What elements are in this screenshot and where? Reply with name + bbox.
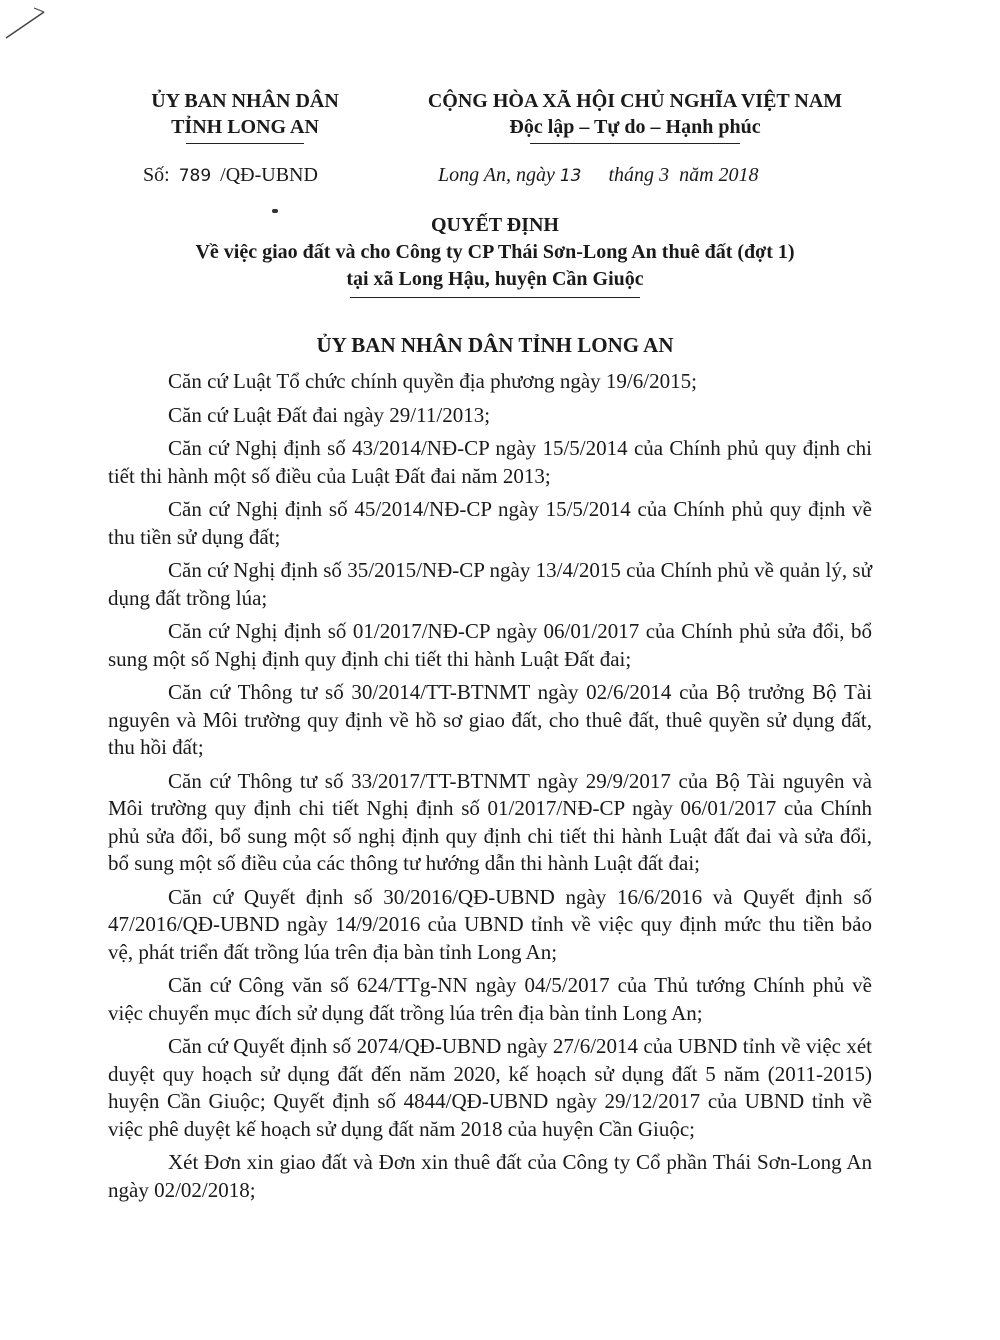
decision-subject-line1: Về việc giao đất và cho Công ty CP Thái Sơn-Long An thuê đất (đợt 1)	[195, 241, 795, 263]
document-date	[438, 164, 878, 187]
issuing-authority-line2: TỈNH LONG AN	[171, 116, 319, 138]
doc-number-suffix: /QĐ-UBND	[220, 164, 318, 186]
header-right-underline	[530, 143, 740, 144]
paragraph: Căn cứ Thông tư số 33/2017/TT-BTNMT ngày 29/9/2017 của Bộ Tài nguyên và Môi trường quy định chi tiết Nghị định số 01/2017/NĐ-CP ngày 06/01/2017 của Chính phủ sửa đổi, bổ sung một số nghị định quy định chi tiết thi hành Luật đất đai và sửa đổi, bổ sung một số điều của các thông tư hướng dẫn thi hành Luật đất đai;	[108, 768, 872, 875]
document-body	[108, 368, 872, 1210]
national-motto-header	[385, 88, 885, 144]
decision-title	[100, 212, 890, 298]
decision-heading: QUYẾT ĐỊNH	[431, 214, 559, 236]
issuing-authority-line1: ỦY BAN NHÂN DÂN	[151, 90, 339, 112]
paragraph: Căn cứ Quyết định số 2074/QĐ-UBND ngày 27/6/2014 của UBND tỉnh về việc xét duyệt quy hoạch sử dụng đất đến năm 2020, kế hoạch sử dụng đất 5 năm (2011-2015) huyện Cần Giuộc; Quyết định số 4844/QĐ-UBND ngày 29/12/2017 của UBND tỉnh về việc phê duyệt kế hoạch sử dụng đất năm 2018 của huyện Cần Giuộc;	[108, 1034, 872, 1141]
document-number	[143, 164, 318, 187]
paragraph: Căn cứ Thông tư số 30/2014/TT-BTNMT ngày 02/6/2014 của Bộ trưởng Bộ Tài nguyên và Môi trường quy định về hồ sơ giao đất, cho thuê đất, thuê quyền sử dụng đất, thu hồi đất;	[108, 680, 872, 759]
paragraph: Căn cứ Nghị định số 35/2015/NĐ-CP ngày 13/4/2015 của Chính phủ về quản lý, sử dụng đất trồng lúa;	[108, 558, 872, 610]
scan-artifact-mark	[4, 4, 64, 44]
date-month-label: tháng	[608, 164, 655, 186]
date-day: 13	[559, 166, 582, 186]
paragraph: Căn cứ Quyết định số 30/2016/QĐ-UBND ngày 16/6/2016 và Quyết định số 47/2016/QĐ-UBND ngày 14/9/2016 của UBND tỉnh về việc quy định mức thu tiền bảo vệ, phát triển đất trồng lúa trên địa bàn tỉnh Long An;	[108, 884, 872, 964]
paragraph: Xét Đơn xin giao đất và Đơn xin thuê đất của Công ty Cổ phần Thái Sơn-Long An ngày 02/02/2018;	[108, 1150, 872, 1202]
national-motto: Độc lập – Tự do – Hạnh phúc	[509, 116, 761, 138]
header-left-underline	[186, 143, 304, 144]
decision-subject-line2: tại xã Long Hậu, huyện Cần Giuộc	[346, 268, 644, 290]
national-name: CỘNG HÒA XÃ HỘI CHỦ NGHĨA VIỆT NAM	[427, 90, 843, 112]
paragraph: Căn cứ Nghị định số 43/2014/NĐ-CP ngày 15/5/2014 của Chính phủ quy định chi tiết thi hành một số điều của Luật Đất đai năm 2013;	[108, 436, 872, 488]
date-year: năm 2018	[679, 164, 759, 186]
paragraph: Căn cứ Công văn số 624/TTg-NN ngày 04/5/2017 của Thủ tướng Chính phủ về việc chuyển mục đích sử dụng đất trồng lúa trên địa bàn tỉnh Long An;	[108, 973, 872, 1025]
paragraph: Căn cứ Luật Tổ chức chính quyền địa phương ngày 19/6/2015;	[168, 369, 697, 393]
paragraph: Căn cứ Luật Đất đai ngày 29/11/2013;	[168, 402, 491, 427]
issuing-authority-header	[110, 88, 380, 144]
paragraph: Căn cứ Nghị định số 01/2017/NĐ-CP ngày 06/01/2017 của Chính phủ sửa đổi, bổ sung một số Nghị định quy định chi tiết thi hành Luật Đất đai;	[108, 619, 872, 671]
doc-number-handwritten: 789	[178, 166, 212, 186]
doc-number-prefix: Số:	[143, 164, 170, 186]
date-place: Long An, ngày	[438, 164, 555, 186]
authority-heading: ỦY BAN NHÂN DÂN TỈNH LONG AN	[316, 333, 674, 357]
title-underline	[350, 297, 640, 298]
paragraph: Căn cứ Nghị định số 45/2014/NĐ-CP ngày 15/5/2014 của Chính phủ quy định về thu tiền sử dụng đất;	[108, 497, 872, 549]
date-month: 3	[659, 164, 670, 186]
